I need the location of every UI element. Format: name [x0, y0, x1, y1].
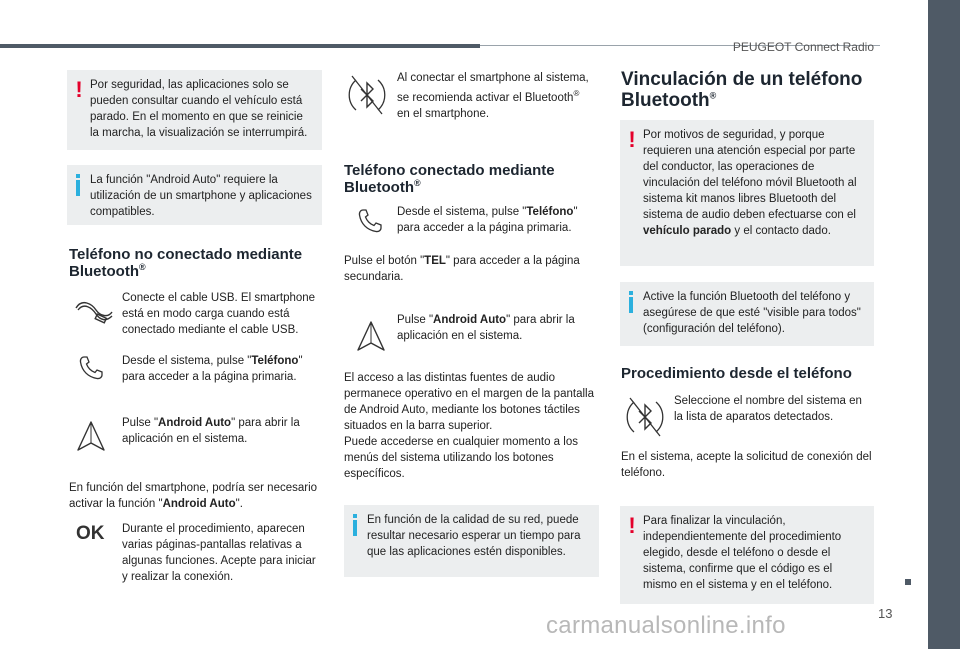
info-box-network	[344, 505, 599, 577]
watermark: carmanualsonline.info	[546, 612, 786, 639]
step-phone-text: Desde el sistema, pulse "Teléfono" para acceder a la página primaria.	[122, 355, 303, 383]
info-icon	[628, 291, 636, 315]
warning-icon: !	[75, 77, 83, 102]
bluetooth-icon	[624, 396, 666, 438]
step-bluetooth-text: Al conectar el smartphone al sistema, se recomienda activar el Bluetooth® en el smartphone.	[397, 72, 589, 120]
warning-box-safety	[67, 70, 322, 150]
heading-not-connected: Teléfono no conectado mediante Bluetooth®	[69, 246, 303, 280]
para-activate-android-auto: En función del smartphone, podría ser necesario activar la función "Android Auto".	[69, 482, 318, 510]
continue-marker	[905, 579, 911, 585]
top-accent-bar	[0, 44, 480, 48]
para-audio-sources: El acceso a las distintas fuentes de audio permanece operativo en el margen de la pantalla de Android Auto, mediante los botones táctiles situados en la barra superior. Puede accederse en cualquier momento a los menús del sistema utilizando los botones específicos.	[344, 372, 594, 480]
step-phone-text: Desde el sistema, pulse "Teléfono" para acceder a la página primaria.	[397, 206, 578, 234]
bluetooth-icon	[346, 74, 388, 116]
ok-icon: OK	[76, 523, 105, 544]
para-accept-connection: En el sistema, acepte la solicitud de conexión del teléfono.	[621, 451, 872, 479]
warning-text: Por seguridad, las aplicaciones solo se pueden consultar cuando el vehículo está parado. En el momento en que se reinicie la marcha, la visualización se interrumpirá.	[90, 79, 308, 139]
info-icon	[352, 514, 360, 538]
heading-connected: Teléfono conectado mediante Bluetooth®	[344, 162, 555, 196]
running-title: PEUGEOT Connect Radio	[732, 40, 874, 54]
warning-icon: !	[628, 513, 636, 538]
usb-cable-icon	[74, 296, 114, 326]
android-auto-icon	[76, 420, 106, 452]
info-icon	[75, 174, 83, 198]
heading-pairing: Vinculación de un teléfono Bluetooth®	[621, 69, 863, 111]
side-tab	[928, 0, 960, 649]
para-tel-button: Pulse el botón "TEL" para acceder a la página secundaria.	[344, 255, 580, 283]
warning-icon: !	[628, 127, 636, 152]
info-text: Active la función Bluetooth del teléfono y asegúrese de que esté "visible para todos" (configuración del teléfono).	[643, 291, 861, 335]
warning-text: Para finalizar la vinculación, independientemente del procedimiento elegido, desde el teléfono o desde el sistema, confirme que el código es el mismo en el sistema y en el teléfono.	[643, 515, 842, 591]
warning-box-confirm-code	[620, 506, 874, 604]
phone-handset-icon	[78, 355, 104, 381]
step-android-auto-text: Pulse "Android Auto" para abrir la aplicación en el sistema.	[122, 417, 300, 445]
android-auto-icon	[356, 320, 386, 352]
page-number: 13	[878, 606, 893, 621]
step-ok-text: Durante el procedimiento, aparecen varias páginas-pantallas relativas a algunas funciones. Acepte para iniciar y realizar la conexión.	[122, 523, 316, 583]
info-text: En función de la calidad de su red, puede resultar necesario esperar un tiempo para que las aplicaciones estén disponibles.	[367, 514, 581, 558]
warning-box-pairing: ! Por motivos de seguridad, y porque requieren una atención especial por parte del conductor, las operaciones de vinculación del teléfono móvil Bluetooth al sistema kit manos libres Bluetooth del sistema de audio deben efectuarse con el vehículo parado y el contacto dado.	[620, 120, 874, 266]
phone-handset-icon	[357, 208, 383, 234]
info-box-visibility	[620, 282, 874, 346]
heading-procedure-phone: Procedimiento desde el teléfono	[621, 365, 852, 382]
step-usb-text: Conecte el cable USB. El smartphone está en modo carga cuando está conectado mediante el cable USB.	[122, 292, 316, 336]
info-box-android-auto	[67, 165, 322, 225]
step-android-auto-text: Pulse "Android Auto" para abrir la aplicación en el sistema.	[397, 314, 575, 342]
step-select-system-text: Seleccione el nombre del sistema en la lista de aparatos detectados.	[674, 395, 862, 423]
info-text: La función "Android Auto" requiere la utilización de un smartphone y aplicaciones compatibles.	[90, 174, 312, 218]
